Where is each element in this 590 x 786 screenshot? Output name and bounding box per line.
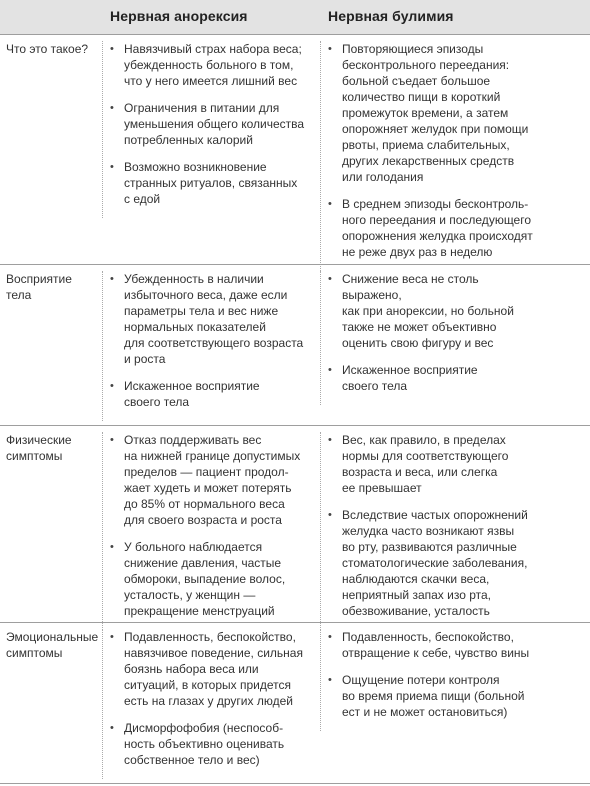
column-header-anorexia: Нервная анорексия: [110, 8, 248, 24]
bulimia-cell: [328, 271, 536, 405]
bulimia-cell: [328, 629, 536, 731]
row-label: Что это такое?: [6, 42, 89, 56]
list-item: [110, 159, 308, 207]
item-text: Подавленность, беспокойство, отвращение к себе, чувство вины: [342, 630, 530, 660]
table-row-body-perception: [0, 264, 590, 426]
list-item: [328, 629, 536, 661]
list-item: [110, 432, 308, 528]
table-row-physical-symptoms: [0, 425, 590, 623]
row-label: Восприятие тела: [6, 272, 72, 302]
list-item: [110, 41, 308, 89]
item-text: Повторяющиеся эпизоды бесконтрольного переедания: больной съедает большое количество пищи в короткий промежуток времени, а затем опорожняет желудок при помощи рвоты, приема слабительных, других лекарственных средств или голодания: [342, 42, 529, 184]
column-header-bulimia: Нервная булимия: [328, 8, 454, 24]
anorexia-cell: [110, 41, 308, 218]
item-text: Искаженное восприятие своего тела: [342, 363, 478, 393]
item-text: Снижение веса не столь выражено, как при анорексии, но больной также не может объективно оценить свою фигуру и вес: [342, 272, 514, 350]
bulimia-cell: [328, 41, 536, 271]
bullet-icon: •: [328, 509, 332, 521]
list-item: [110, 378, 308, 410]
item-text: Вес, как правило, в пределах нормы для соответствующего возраста и веса, или слегка ее превышает: [342, 433, 509, 495]
item-text: В среднем эпизоды бесконтроль- ного переедания и последующего опорожнения желудка происходят не реже двух раз в неделю: [342, 197, 533, 259]
row-label: Эмоциональные симптомы: [6, 630, 99, 660]
anorexia-cell: [110, 629, 308, 779]
item-text: Искаженное восприятие своего тела: [124, 379, 260, 409]
list-item: [328, 196, 536, 260]
bullet-icon: •: [110, 631, 114, 643]
bullet-icon: •: [110, 102, 114, 114]
list-item: [328, 432, 536, 496]
bulimia-cell: [328, 432, 536, 630]
bullet-icon: •: [328, 434, 332, 446]
list-item: [328, 507, 536, 619]
item-text: Подавленность, беспокойство, навязчивое поведение, сильная боязнь набора веса или ситуаций, в которых придется есть на глазах у других людей: [124, 630, 303, 708]
bullet-icon: •: [110, 161, 114, 173]
bullet-icon: •: [110, 541, 114, 553]
bullet-icon: •: [110, 380, 114, 392]
bullet-icon: •: [328, 198, 332, 210]
table-row-emotional-symptoms: [0, 622, 590, 784]
bullet-icon: •: [110, 434, 114, 446]
table-header: [0, 0, 590, 34]
list-item: [110, 271, 308, 367]
bullet-icon: •: [110, 273, 114, 285]
row-label: Физические симптомы: [6, 433, 72, 463]
list-item: [328, 672, 536, 720]
item-text: Ощущение потери контроля во время приема пищи (больной ест и не может остановиться): [342, 673, 525, 719]
item-text: Дисморфофобия (неспособ- ность объективно оценивать собственное тело и вес): [124, 721, 285, 767]
item-text: Вследствие частых опорожнений желудка часто возникают язвы во рту, развиваются различные стоматологические заболевания, наблюдаются скачки веса, неприятный запах изо рта, обезвоживание, усталость: [342, 508, 528, 618]
bullet-icon: •: [328, 631, 332, 643]
item-text: Возможно возникновение странных ритуалов, связанных с едой: [124, 160, 298, 206]
anorexia-cell: [110, 432, 308, 630]
item-text: Отказ поддерживать вес на нижней границе допустимых пределов — пациент продол- жает худеть и может потерять до 85% от нормального веса для своего возраста и роста: [124, 433, 301, 527]
item-text: Убежденность в наличии избыточного веса, даже если параметры тела и вес ниже нормальных показателей для соответствующего возраста и роста: [124, 272, 304, 366]
list-item: [328, 41, 536, 185]
list-item: [110, 629, 308, 709]
bullet-icon: •: [328, 674, 332, 686]
list-item: [328, 271, 536, 351]
anorexia-cell: [110, 271, 308, 421]
list-item: [110, 539, 308, 619]
item-text: У больного наблюдается снижение давления, частые обмороки, выпадение волос, усталость, у женщин — прекращение менструаций: [124, 540, 286, 618]
bullet-icon: •: [110, 43, 114, 55]
item-text: Ограничения в питании для уменьшения общего количества потребленных калорий: [124, 101, 305, 147]
bullet-icon: •: [110, 722, 114, 734]
list-item: [110, 720, 308, 768]
bullet-icon: •: [328, 43, 332, 55]
list-item: [110, 100, 308, 148]
bullet-icon: •: [328, 273, 332, 285]
item-text: Навязчивый страх набора веса; убежденность больного в том, что у него имеется лишний вес: [124, 42, 302, 88]
table-row-definition: [0, 34, 590, 265]
list-item: [328, 362, 536, 394]
bullet-icon: •: [328, 364, 332, 376]
